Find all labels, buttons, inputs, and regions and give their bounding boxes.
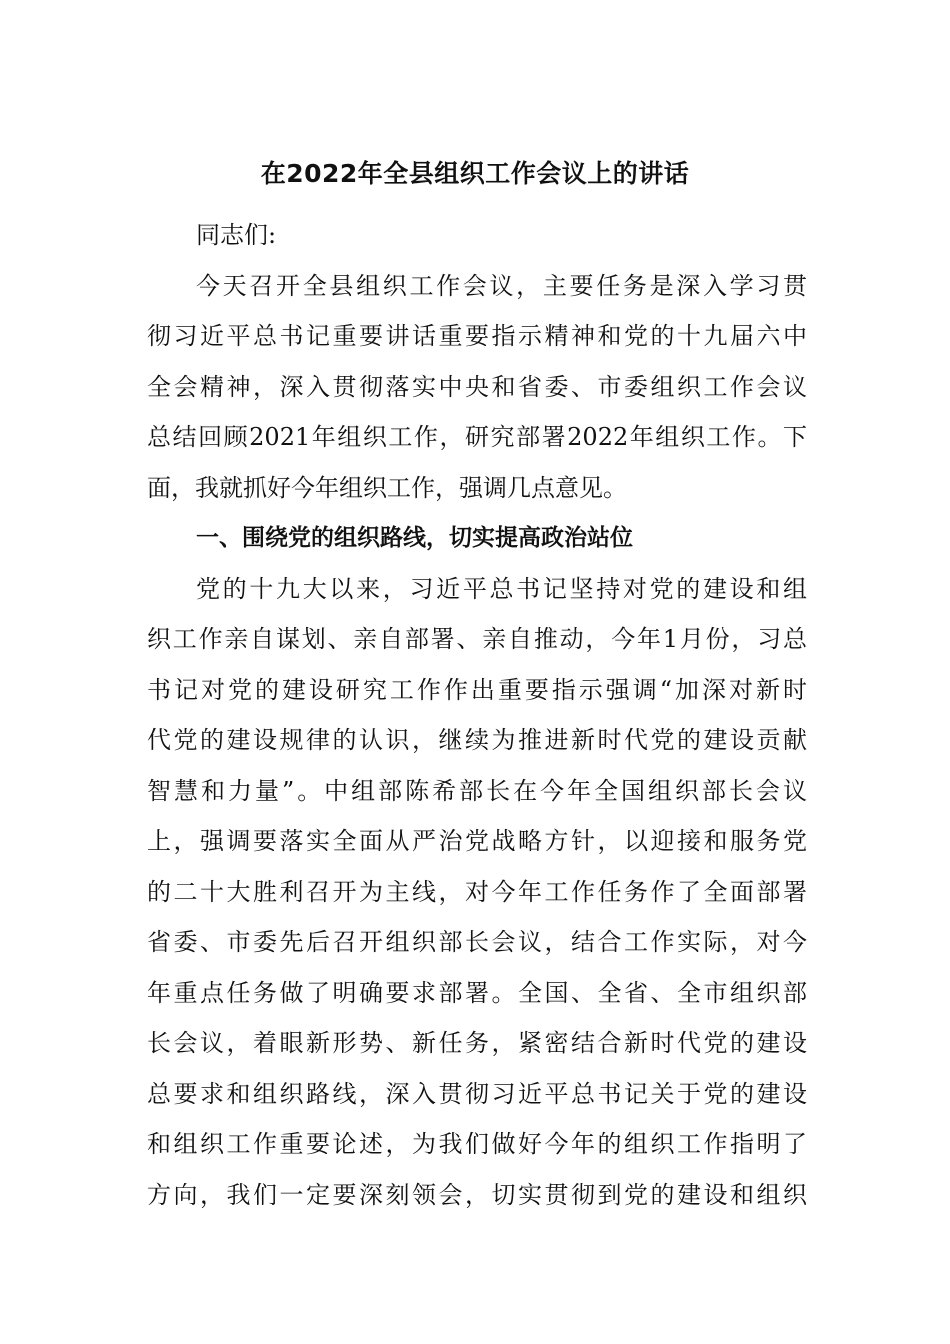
- paragraph-line: 彻习近平总书记重要讲话重要指示精神和党的十九届六中: [147, 322, 807, 350]
- paragraph-line: 总要求和组织路线，深入贯彻习近平总书记关于党的建设: [147, 1079, 807, 1108]
- paragraph-line: 代党的建设规律的认识，继续为推进新时代党的建设贡献: [147, 726, 807, 754]
- greeting: 同志们:: [196, 221, 277, 249]
- paragraph-line: 省委、市委先后召开组织部长会议，结合工作实际，对今: [147, 928, 807, 956]
- paragraph-line: 书记对党的建设研究工作作出重要指示强调“加深对新时: [147, 675, 807, 704]
- paragraph-line: 面，我就抓好今年组织工作，强调几点意见。: [147, 473, 627, 502]
- paragraph-line: 织工作亲自谋划、亲自部署、亲自推动，今年1月份，习总: [147, 625, 807, 653]
- document-title: 在2022年全县组织工作会议上的讲话: [260, 159, 690, 188]
- paragraph-line: 智慧和力量”。中组部陈希部长在今年全国组织部长会议: [147, 776, 807, 805]
- paragraph-line: 上，强调要落实全面从严治党战略方针，以迎接和服务党: [147, 827, 807, 855]
- paragraph-line: 年重点任务做了明确要求部署。全国、全省、全市组织部: [147, 978, 807, 1007]
- paragraph-line: 总结回顾2021年组织工作，研究部署2022年组织工作。下: [147, 423, 807, 451]
- paragraph-line: 和组织工作重要论述，为我们做好今年的组织工作指明了: [147, 1130, 807, 1158]
- paragraph-line: 今天召开全县组织工作会议，主要任务是深入学习贯: [196, 271, 807, 300]
- section-heading: 一、围绕党的组织路线，切实提高政治站位: [196, 525, 633, 551]
- paragraph-line: 长会议，着眼新形势、新任务，紧密结合新时代党的建设: [147, 1029, 807, 1057]
- paragraph-line: 的二十大胜利召开为主线，对今年工作任务作了全面部署: [147, 877, 807, 906]
- document-body: [147, 210, 807, 1220]
- paragraph-line: 方向，我们一定要深刻领会，切实贯彻到党的建设和组织: [147, 1180, 807, 1209]
- paragraph-line: 全会精神，深入贯彻落实中央和省委、市委组织工作会议: [147, 372, 807, 401]
- paragraph-line: 党的十九大以来，习近平总书记坚持对党的建设和组: [196, 574, 807, 603]
